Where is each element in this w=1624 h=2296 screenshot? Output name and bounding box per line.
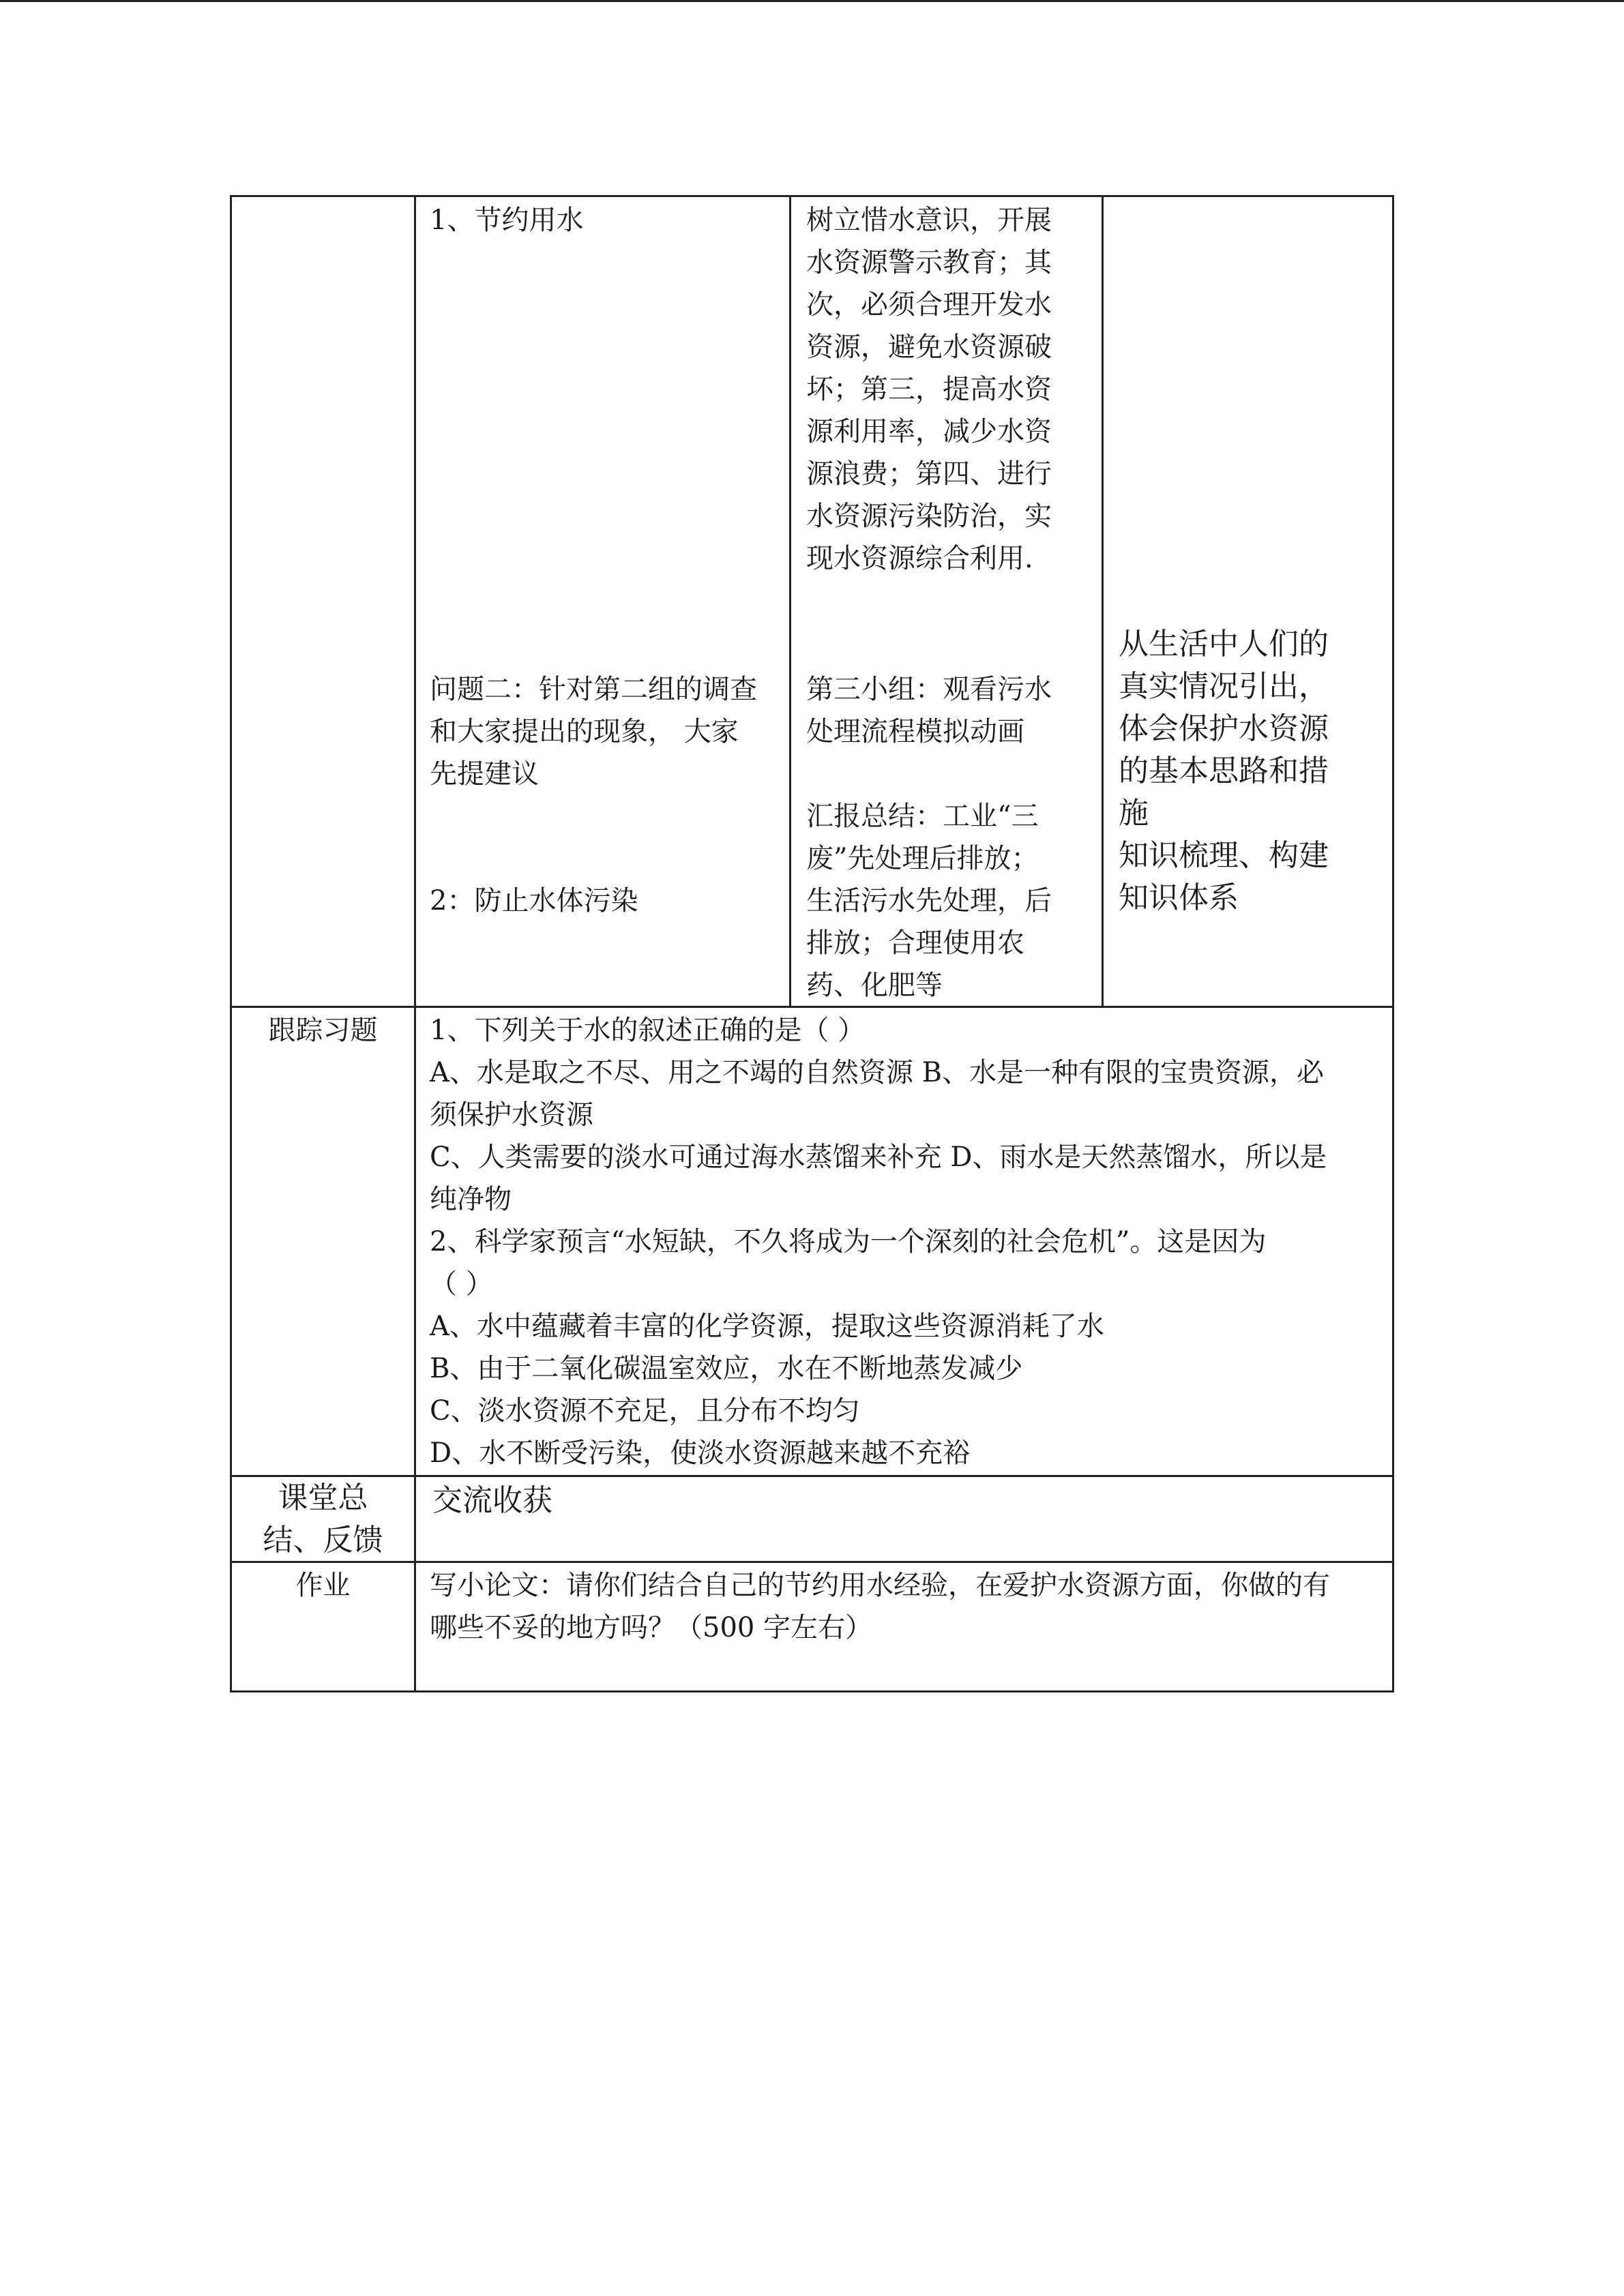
intent-line: 施 xyxy=(1119,796,1149,831)
intent-line: 从生活中人们的 xyxy=(1119,627,1329,661)
question-two-line: 和大家提出的现象， 大家 xyxy=(430,716,739,747)
report-line: 排放；合理使用农 xyxy=(806,927,1024,959)
exercise-line: 2、科学家预言“水短缺，不久将成为一个深刻的社会危机”。这是因为 xyxy=(430,1226,1267,1257)
measure-line: 次，必须合理开发水 xyxy=(806,289,1052,320)
exercise-line: C、人类需要的淡水可通过海水蒸馏来补充 D、雨水是天然蒸馏水，所以是 xyxy=(430,1142,1327,1173)
measure-line: 水资源污染防治，实 xyxy=(806,501,1052,532)
exercise-line: 纯净物 xyxy=(430,1184,512,1215)
group-three-line: 处理流程模拟动画 xyxy=(806,716,1024,747)
report-line: 生活污水先处理，后 xyxy=(806,885,1052,916)
report-line: 汇报总结：工业“三 xyxy=(806,801,1039,832)
report-line: 废”先处理后排放； xyxy=(806,843,1039,874)
homework-label: 作业 xyxy=(295,1570,351,1601)
summary-label-line: 结、反馈 xyxy=(263,1523,383,1557)
table-col-divider-3 xyxy=(1102,195,1104,1008)
exercise-line: 须保护水资源 xyxy=(430,1099,593,1131)
exercise-line: A、水是取之不尽、用之不竭的自然资源 B、水是一种有限的宝贵资源，必 xyxy=(430,1057,1324,1088)
report-line: 药、化肥等 xyxy=(806,970,943,1001)
table-border-top xyxy=(230,195,1394,197)
question-two-line: 问题二：针对第二组的调查 xyxy=(430,674,757,705)
measure-line: 资源，避免水资源破 xyxy=(806,331,1052,363)
pollution-prevention-heading: 2：防止水体污染 xyxy=(430,885,638,916)
question-two-line: 先提建议 xyxy=(430,758,539,790)
exercise-line: D、水不断受污染，使淡水资源越来越不充裕 xyxy=(430,1437,971,1469)
measure-line: 源浪费；第四、进行 xyxy=(806,458,1052,490)
table-border-bottom xyxy=(230,1690,1394,1693)
intent-line: 体会保护水资源 xyxy=(1119,711,1329,746)
page-top-rule xyxy=(0,0,1624,2)
summary-content: 交流收获 xyxy=(432,1483,552,1518)
exercise-line: （ ） xyxy=(430,1268,493,1300)
intent-line: 的基本思路和措 xyxy=(1119,754,1329,788)
exercise-label: 跟踪习题 xyxy=(268,1015,378,1046)
summary-label-line: 课堂总 xyxy=(278,1480,368,1515)
measure-line: 现水资源综合利用. xyxy=(806,543,1033,574)
water-saving-heading: 1、节约用水 xyxy=(430,205,584,236)
intent-line: 真实情况引出， xyxy=(1119,669,1329,704)
measure-line: 水资源警示教育；其 xyxy=(806,247,1052,278)
exercise-line: A、水中蕴藏着丰富的化学资源，提取这些资源消耗了水 xyxy=(430,1311,1104,1342)
table-border-right xyxy=(1392,195,1394,1693)
exercise-line: C、淡水资源不充足，且分布不均匀 xyxy=(430,1395,860,1427)
intent-line: 知识体系 xyxy=(1119,880,1239,915)
homework-line: 写小论文：请你们结合自己的节约用水经验，在爱护水资源方面，你做的有 xyxy=(430,1570,1330,1601)
exercise-line: B、由于二氧化碳温室效应，水在不断地蒸发减少 xyxy=(430,1353,1023,1384)
group-three-line: 第三小组：观看污水 xyxy=(806,674,1052,705)
table-col-divider-2 xyxy=(789,195,791,1008)
exercise-line: 1、下列关于水的叙述正确的是（ ） xyxy=(430,1015,866,1046)
intent-line: 知识梳理、构建 xyxy=(1119,838,1329,873)
homework-line: 哪些不妥的地方吗？（500 字左右） xyxy=(430,1612,873,1643)
table-border-left xyxy=(230,195,232,1693)
table-col-divider-1 xyxy=(414,195,416,1693)
measure-line: 树立惜水意识，开展 xyxy=(806,205,1052,236)
measure-line: 源利用率，减少水资 xyxy=(806,416,1052,447)
measure-line: 坏；第三，提高水资 xyxy=(806,374,1052,405)
